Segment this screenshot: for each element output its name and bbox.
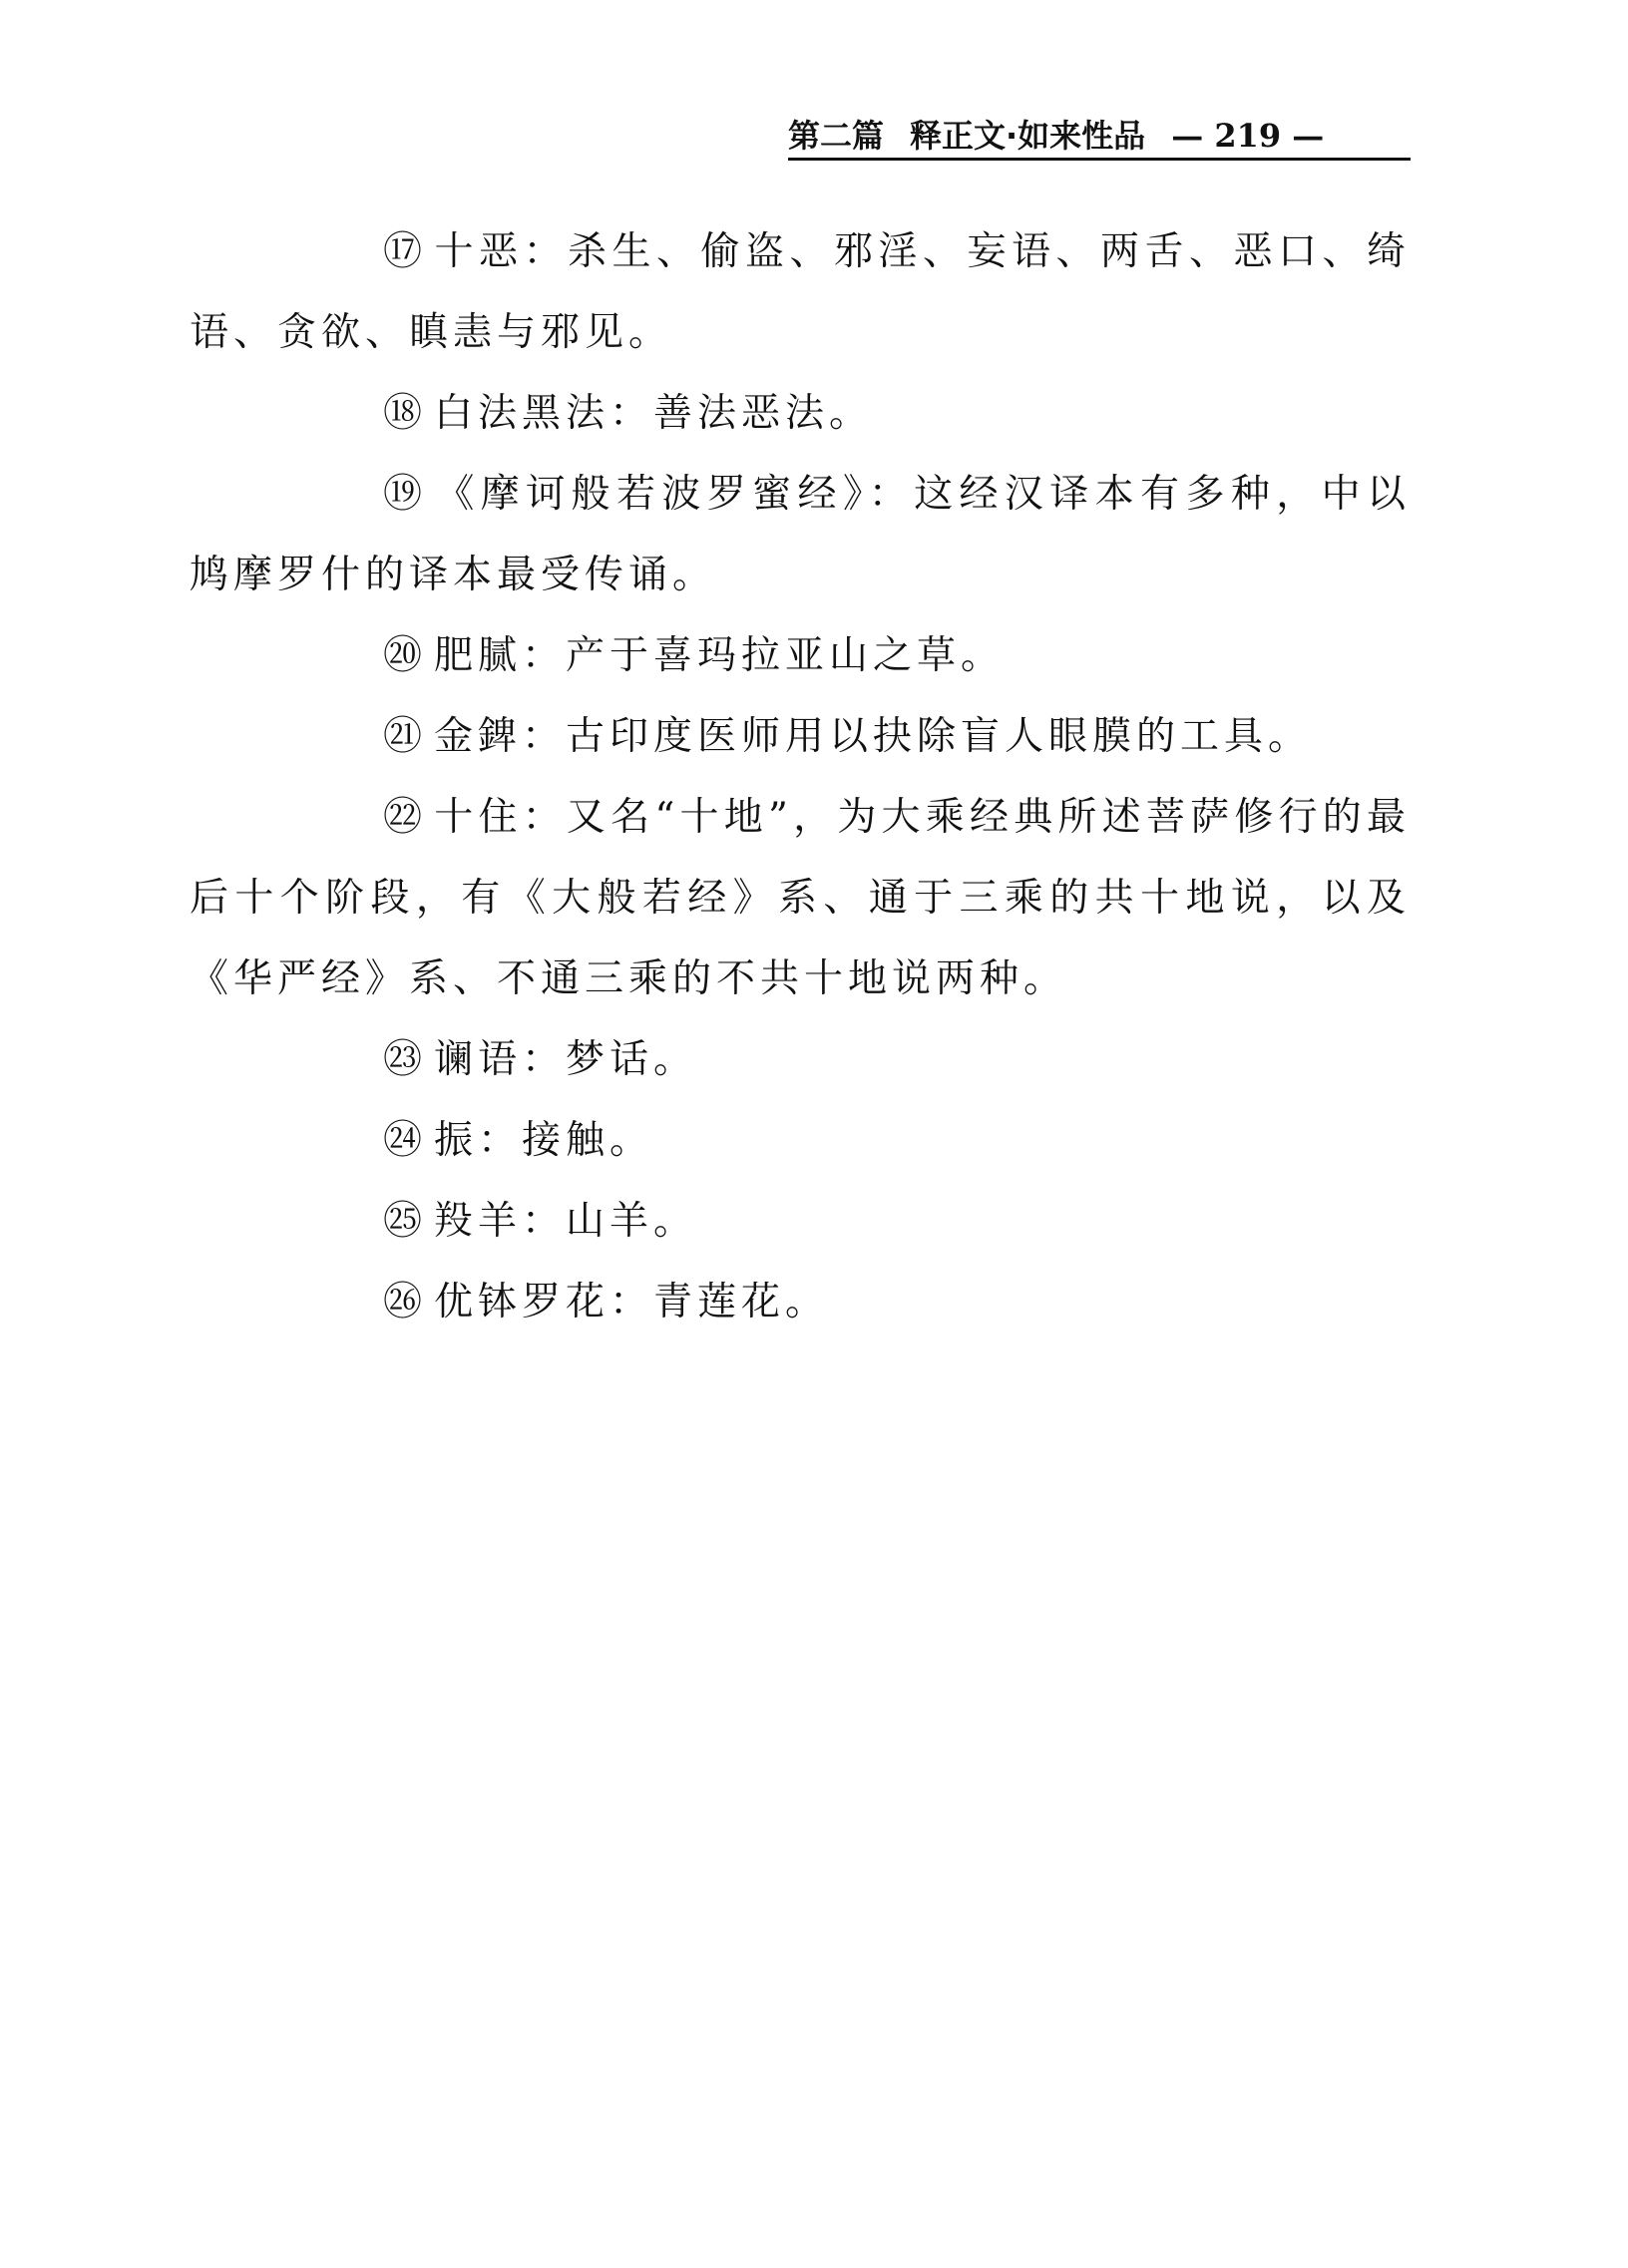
note-number: ㉕	[383, 1199, 423, 1244]
note-text: 金錍：古印度医师用以抉除盲人眼膜的工具。	[434, 714, 1313, 759]
note-text: 振：接触。	[434, 1118, 654, 1163]
note-24	[190, 1100, 1411, 1181]
note-19	[190, 454, 1411, 615]
note-number: ⑳	[383, 633, 423, 678]
note-number: ㉖	[383, 1280, 423, 1324]
note-number: ㉔	[383, 1118, 423, 1163]
note-21	[190, 696, 1411, 777]
note-number: ⑲	[383, 472, 423, 517]
note-text: 十恶：杀生、偷盗、邪淫、妄语、两舌、恶口、绮语、贪欲、瞋恚与邪见。	[190, 229, 1411, 355]
note-text: 谰语：梦话。	[434, 1037, 698, 1082]
note-number: ㉒	[383, 795, 423, 840]
note-text: 白法黑法：善法恶法。	[434, 391, 874, 436]
notes-list	[190, 211, 1411, 1342]
header-section: 第二篇	[788, 117, 885, 155]
note-26	[190, 1262, 1411, 1342]
note-17	[190, 211, 1411, 373]
note-number: ⑱	[383, 391, 423, 436]
note-text: 优钵罗花：青莲花。	[434, 1280, 830, 1324]
note-text: 肥腻：产于喜玛拉亚山之草。	[434, 633, 1006, 678]
note-text: 羖羊：山羊。	[434, 1199, 698, 1244]
note-18	[190, 373, 1411, 454]
note-text: 十住：又名“十地”，为大乘经典所述菩萨修行的最后十个阶段，有《大般若经》系、通于三乘的共十地说，以及《华严经》系、不通三乘的不共十地说两种。	[190, 795, 1411, 1001]
note-number: ㉓	[383, 1037, 423, 1082]
running-header	[788, 110, 1411, 161]
header-chapter-title: 释正文·如来性品	[910, 117, 1146, 155]
note-number: ㉑	[383, 714, 423, 759]
note-22	[190, 777, 1411, 1019]
note-25	[190, 1181, 1411, 1262]
note-23	[190, 1019, 1411, 1100]
note-text: 《摩诃般若波罗蜜经》：这经汉译本有多种，中以鸠摩罗什的译本最受传诵。	[190, 472, 1411, 597]
page-number: — 219 —	[1171, 117, 1325, 155]
note-number: ⑰	[383, 229, 423, 274]
note-20	[190, 615, 1411, 696]
